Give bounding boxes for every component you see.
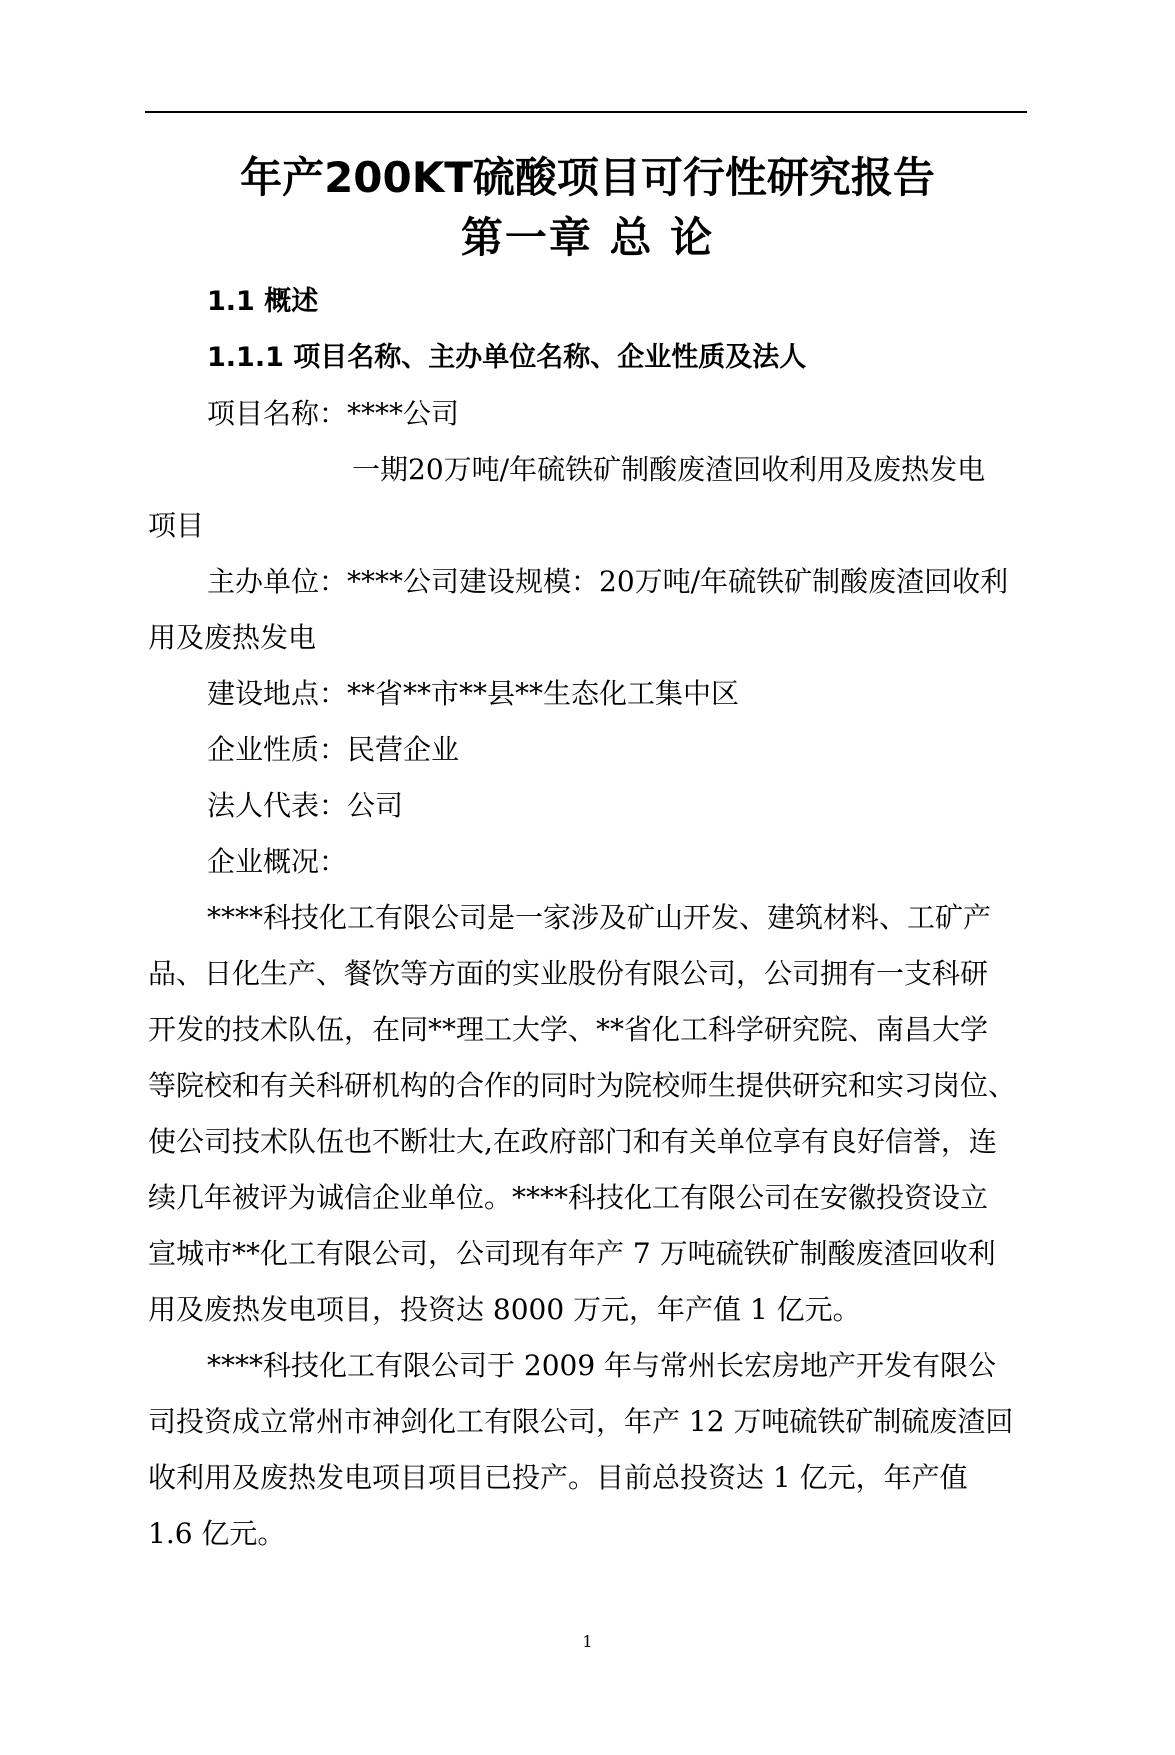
page-number: 1: [582, 1632, 593, 1651]
sponsor-line: 主办单位：****公司建设规模：20万吨/年硫铁矿制酸废渣回收利: [207, 565, 1009, 598]
paragraph-line: 司投资成立常州市神剑化工有限公司，年产 12 万吨硫铁矿制硫废渣回: [148, 1405, 1014, 1438]
project-name-line: 项目名称：****公司: [207, 397, 460, 430]
paragraph-line: 开发的技术队伍，在同**理工大学、**省化工科学研究院、南昌大学: [148, 1013, 989, 1046]
section-heading-1-1-1: 1.1.1 项目名称、主办单位名称、企业性质及法人: [207, 342, 807, 373]
paragraph-line: ****科技化工有限公司是一家涉及矿山开发、建筑材料、工矿产: [207, 901, 992, 934]
project-name-detail-cont: 项目: [148, 509, 205, 542]
location-line: 建设地点：**省**市**县**生态化工集中区: [207, 677, 740, 710]
paragraph-line: 收利用及废热发电项目项目已投产。目前总投资达 1 亿元，年产值: [148, 1461, 968, 1494]
overview-label: 企业概况：: [207, 845, 348, 878]
project-name-detail: 一期20万吨/年硫铁矿制酸废渣回收利用及废热发电: [352, 453, 986, 486]
enterprise-type-line: 企业性质：民营企业: [207, 733, 460, 766]
legal-rep-line: 法人代表：公司: [207, 789, 404, 822]
paragraph-line: 使公司技术队伍也不断壮大,在政府部门和有关单位享有良好信誉，连: [148, 1125, 997, 1158]
chapter-title: 第一章 总 论: [460, 213, 715, 262]
paragraph-line: 用及废热发电项目，投资达 8000 万元，年产值 1 亿元。: [148, 1293, 861, 1326]
paragraph-line: 品、日化生产、餐饮等方面的实业股份有限公司，公司拥有一支科研: [148, 957, 989, 990]
section-heading-1-1: 1.1 概述: [207, 286, 319, 317]
paragraph-line: 1.6 亿元。: [148, 1517, 286, 1550]
header-rule: [145, 111, 1027, 113]
sponsor-line-cont: 用及废热发电: [148, 621, 317, 654]
paragraph-line: 等院校和有关科研机构的合作的同时为院校师生提供研究和实习岗位、: [148, 1069, 1017, 1102]
paragraph-line: 续几年被评为诚信企业单位。****科技化工有限公司在安徽投资设立: [148, 1181, 989, 1214]
paragraph-line: ****科技化工有限公司于 2009 年与常州长宏房地产开发有限公: [207, 1349, 997, 1382]
report-title: 年产200KT硫酸项目可行性研究报告: [240, 153, 935, 202]
paragraph-line: 宣城市**化工有限公司，公司现有年产 7 万吨硫铁矿制酸废渣回收利: [148, 1237, 996, 1270]
